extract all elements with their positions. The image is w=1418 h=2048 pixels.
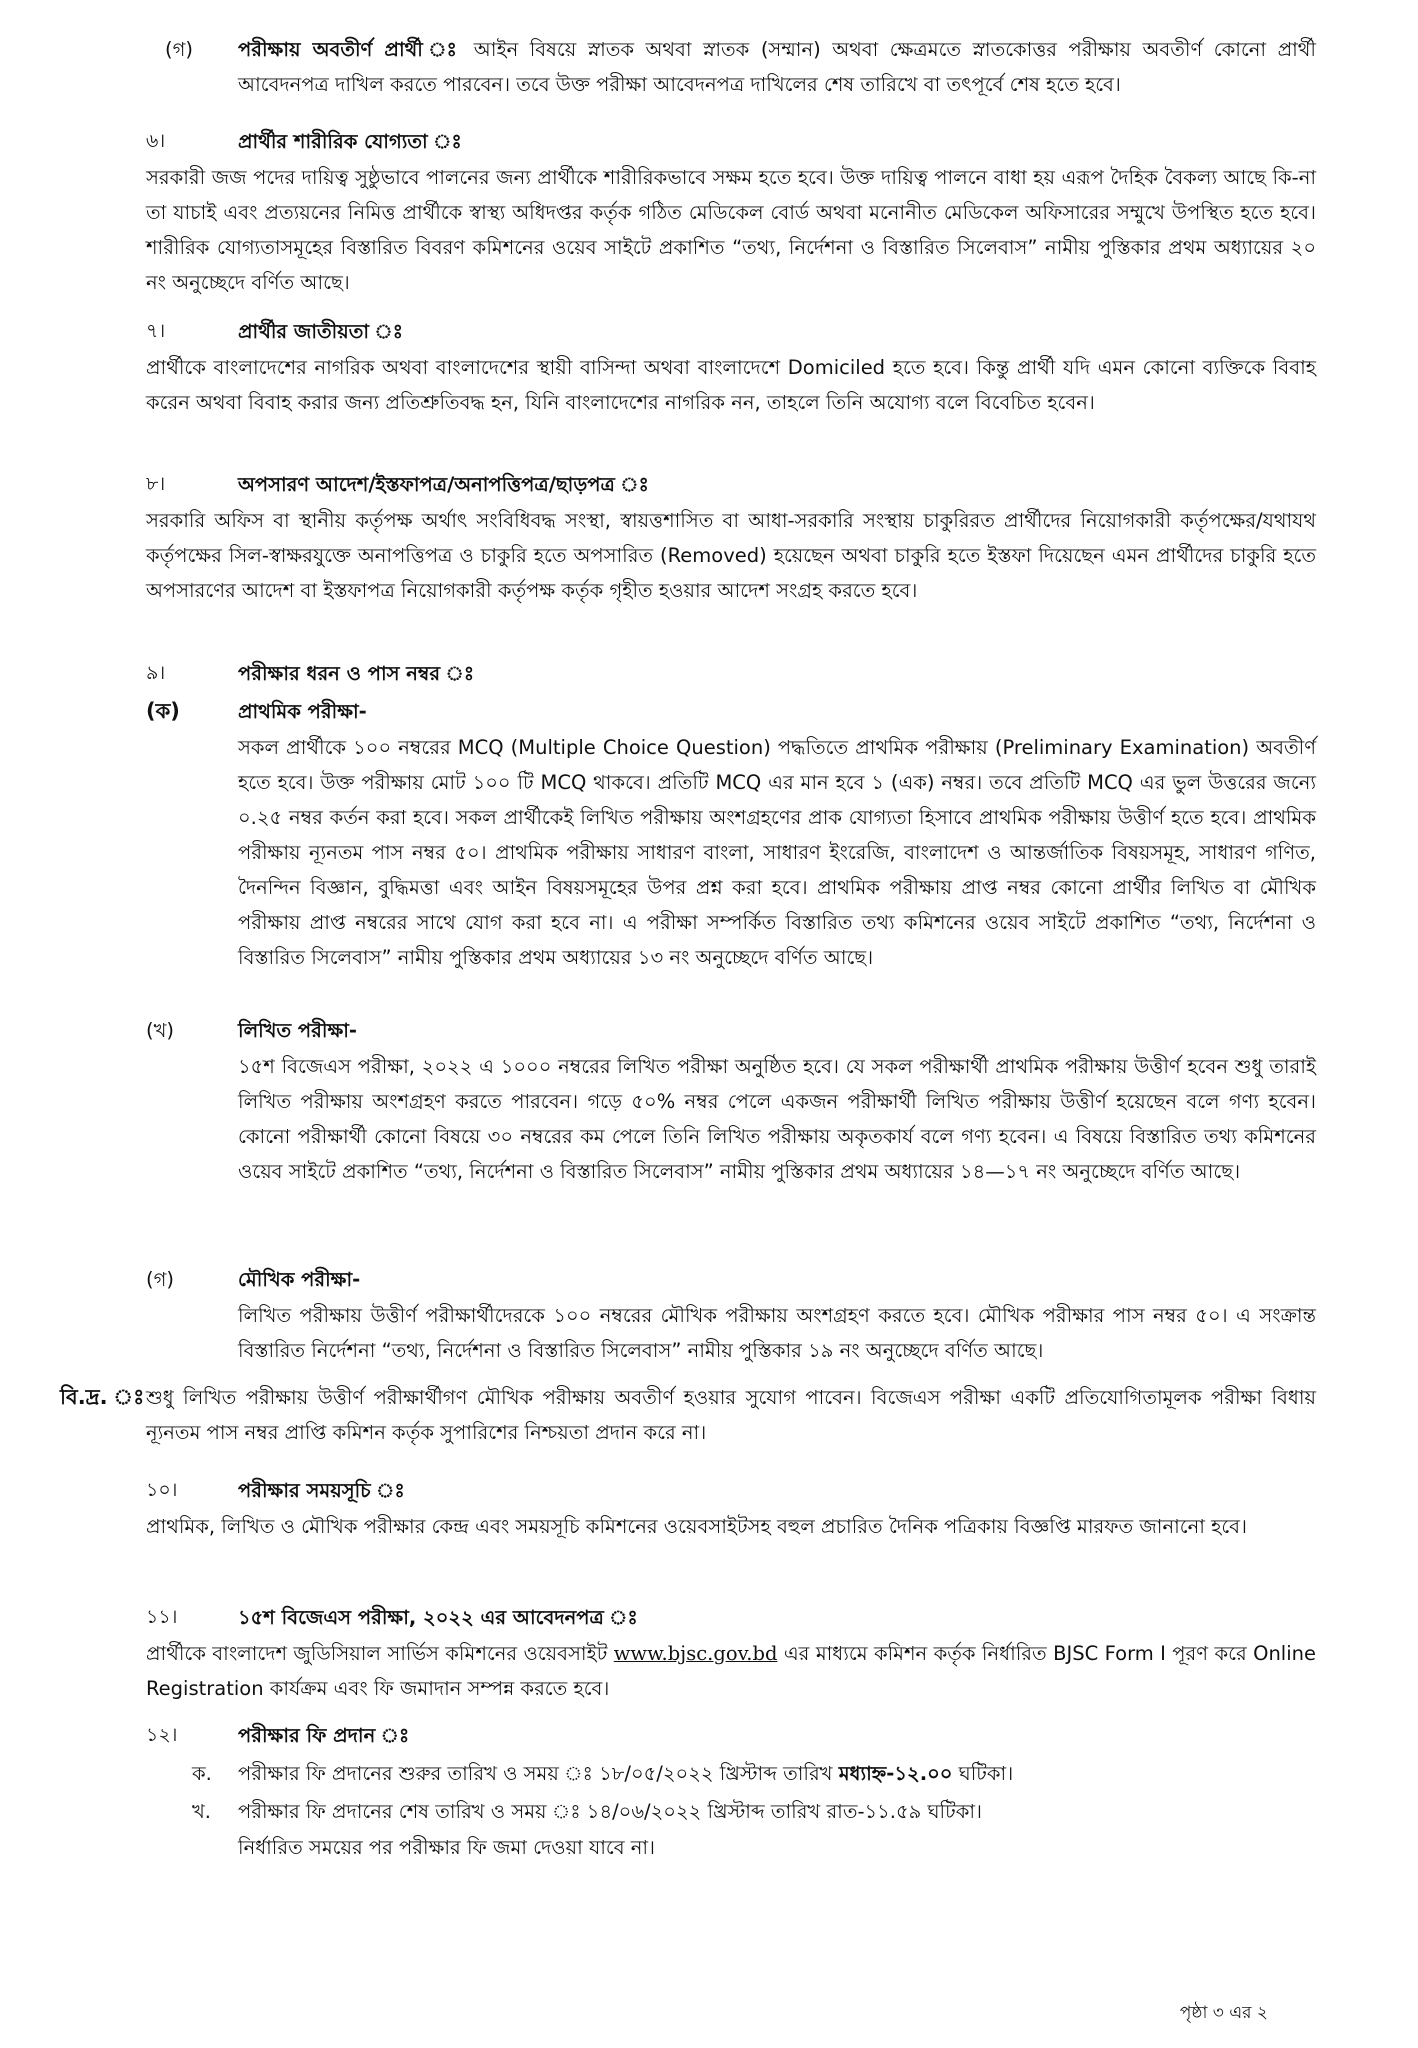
fee-item-1 (238, 1756, 1013, 1791)
section-6-heading: প্রার্থীর শারীরিক যোগ্যতা ঃ (238, 130, 462, 153)
section-10-heading: পরীক্ষার সময়সূচি ঃ (238, 1479, 405, 1502)
section-9b-text: ১৫শ বিজেএস পরীক্ষা, ২০২২ এ ১০০০ নম্বরের লিখিত পরীক্ষা অনুষ্ঠিত হবে। যে সকল পরীক্ষার্থী প্রাথমিক পরীক্ষায় উত্তীর্ণ হবেন শুধু তারাই লিখিত পরীক্ষায় অংশগ্রহণ করতে পারবেন। গড়ে ৫০% নম্বর পেলে একজন পরীক্ষার্থী লিখিত পরীক্ষায় উত্তীর্ণ হয়েছেন বলে গণ্য হবেন। কোনো পরীক্ষার্থী কোনো বিষয়ে ৩০ নম্বরের কম পেলে তিনি লিখিত পরীক্ষায় অকৃতকার্য বলে গণ্য হবেন। এ বিষয়ে বিস্তারিত তথ্য কমিশনের ওয়েব সাইটে প্রকাশিত “তথ্য, নির্দেশনা ও বিস্তারিত সিলেবাস” নামীয় পুস্তিকার প্রথম অধ্যায়ের ১৪—১৭ নং অনুচ্ছেদে বর্ণিত আছে। (238, 1055, 1316, 1183)
section-8-number: ৮। (146, 473, 166, 495)
fee-item-2-text: পরীক্ষার ফি প্রদানের শেষ তারিখ ও সময় ঃ ১৪/০৬/২০২২ খ্রিস্টাব্দ তারিখ রাত-১১.৫৯ ঘটিকা। (238, 1800, 983, 1823)
note-text: শুধু লিখিত পরীক্ষায় উত্তীর্ণ পরীক্ষার্থীগণ মৌখিক পরীক্ষায় অবতীর্ণ হওয়ার সুযোগ পাবেন। বিজেএস পরীক্ষা একটি প্রতিযোগিতামূলক পরীক্ষা বিধায় ন্যূনতম পাস নম্বর প্রাপ্তি কমিশন কর্তৃক সুপারিশের নিশ্চয়তা প্রদান করে না। (146, 1386, 1316, 1444)
section-7-number: ৭। (146, 320, 166, 342)
section-11-text (146, 1636, 1316, 1706)
section-12-number: ১২। (146, 1724, 178, 1746)
section-9a-text: সকল প্রার্থীকে ১০০ নম্বরের MCQ (Multiple Choice Question) পদ্ধতিতে প্রাথমিক পরীক্ষায় (Preliminary Examination) অবতীর্ণ হতে হবে। উক্ত পরীক্ষায় মোট ১০০ টি MCQ থাকবে। প্রতিটি MCQ এর মান হবে ১ (এক) নম্বর। তবে প্রতিটি MCQ এর ভুল উত্তরের জন্যে ০.২৫ নম্বর কর্তন করা হবে। সকল প্রার্থীকেই লিখিত পরীক্ষায় অংশগ্রহণের প্রাক যোগ্যতা হিসাবে প্রাথমিক পরীক্ষায় উত্তীর্ণ হতে হবে। প্রাথমিক পরীক্ষায় ন্যূনতম পাস নম্বর ৫০। প্রাথমিক পরীক্ষায় সাধারণ বাংলা, সাধারণ ইংরেজি, বাংলাদেশ ও আন্তর্জাতিক বিষয়সমূহ, সাধারণ গণিত, দৈনন্দিন বিজ্ঞান, বুদ্ধিমত্তা এবং আইন বিষয়সমূহের উপর প্রশ্ন করা হবে। প্রাথমিক পরীক্ষায় প্রাপ্ত নম্বর কোনো প্রার্থীর লিখিত বা মৌখিক পরীক্ষায় প্রাপ্ত নম্বরের সাথে যোগ করা হবে না। এ পরীক্ষা সম্পর্কিত বিস্তারিত তথ্য কমিশনের ওয়েব সাইটে প্রকাশিত “তথ্য, নির্দেশনা ও বিস্তারিত সিলেবাস” নামীয় পুস্তিকার প্রথম অধ্যায়ের ১৩ নং অনুচ্ছেদে বর্ণিত আছে। (238, 736, 1316, 969)
page-number: পৃষ্ঠা ৩ এর ২ (1179, 2003, 1268, 2023)
fee-item-1-text: পরীক্ষার ফি প্রদানের শুরুর তারিখ ও সময় ঃ ১৮/০৫/২০২২ খ্রিস্টাব্দ তারিখ (238, 1762, 839, 1785)
section-9b-title: লিখিত পরীক্ষা- (238, 1019, 358, 1042)
section-8-text: সরকারি অফিস বা স্থানীয় কর্তৃপক্ষ অর্থাৎ সংবিধিবদ্ধ সংস্থা, স্বায়ত্তশাসিত বা আধা-সরকারি সংস্থায় চাকুরিরত প্রার্থীদের নিয়োগকারী কর্তৃপক্ষের/যথাযথ কর্তৃপক্ষের সিল-স্বাক্ষরযুক্তে অনাপত্তিপত্র ও চাকুরি হতে অপসারিত (Removed) হয়েছেন অথবা চাকুরি হতে ইস্তফা দিয়েছেন এমন প্রার্থীদের চাকুরি হতে অপসারণের আদেশ বা ইস্তফাপত্র নিয়োগকারী কর্তৃপক্ষ কর্তৃক গৃহীত হওয়ার আদেশ সংগ্রহ করতে হবে। (146, 509, 1316, 602)
section-9-heading: পরীক্ষার ধরন ও পাস নম্বর ঃ (238, 662, 475, 685)
section-9-number: ৯। (146, 662, 166, 684)
section-9c-label: (গ) (146, 1268, 174, 1291)
intro-paragraph (238, 32, 1316, 102)
intro-text: আইন বিষয়ে স্নাতক অথবা স্নাতক (সম্মান) অথবা ক্ষেত্রমতে স্নাতকোত্তর পরীক্ষায় অবতীর্ণ কোনো প্রার্থী আবেদনপত্র দাখিল করতে পারবেন। তবে উক্ত পরীক্ষা আবেদনপত্র দাখিলের শেষ তারিখে বা তৎপূর্বে শেষ হতে হবে। (238, 38, 1316, 96)
bjsc-website-link[interactable]: www.bjsc.gov.bd (613, 1642, 778, 1665)
fee-deadline-note: নির্ধারিত সময়ের পর পরীক্ষার ফি জমা দেওয়া যাবে না। (238, 1836, 656, 1859)
intro-label: (গ) (165, 38, 193, 61)
fee-item-1-tail: ঘটিকা। (952, 1762, 1014, 1785)
fee-item-1-label: ক. (192, 1762, 212, 1785)
section-11-number: ১১। (146, 1606, 178, 1628)
section-9c-text: লিখিত পরীক্ষায় উত্তীর্ণ পরীক্ষার্থীদেরকে ১০০ নম্বরের মৌখিক পরীক্ষায় অংশগ্রহণ করতে হবে। মৌখিক পরীক্ষার পাস নম্বর ৫০। এ সংক্রান্ত বিস্তারিত নির্দেশনা “তথ্য, নির্দেশনা ও বিস্তারিত সিলেবাস” নামীয় পুস্তিকার ১৯ নং অনুচ্ছেদে বর্ণিত আছে। (238, 1304, 1316, 1362)
section-12-heading: পরীক্ষার ফি প্রদান ঃ (238, 1724, 410, 1747)
section-11-text-after: এর মাধ্যমে কমিশন কর্তৃক নির্ধারিত BJSC Form I পূরণ করে Online Registration কার্যক্রম এবং ফি জমাদান সম্পন্ন করতে হবে। (146, 1642, 1316, 1700)
section-7-heading: প্রার্থীর জাতীয়তা ঃ (238, 320, 404, 343)
section-8-heading: অপসারণ আদেশ/ইস্তফাপত্র/অনাপত্তিপত্র/ছাড়পত্র ঃ (238, 473, 649, 496)
section-9a-title: প্রাথমিক পরীক্ষা- (238, 700, 367, 723)
fee-item-2-label: খ. (192, 1800, 212, 1823)
note-label: বি.দ্র. ঃ (60, 1385, 145, 1409)
section-6-number: ৬। (146, 130, 166, 152)
section-9b-label: (খ) (146, 1019, 175, 1042)
intro-heading: পরীক্ষায় অবতীর্ণ প্রার্থী ঃ (238, 38, 463, 61)
section-6-text: সরকারী জজ পদের দায়িত্ব সুষ্ঠুভাবে পালনের জন্য প্রার্থীকে শারীরিকভাবে সক্ষম হতে হবে। উক্ত দায়িত্ব পালনে বাধা হয় এরূপ দৈহিক বৈকল্য আছে কি-না তা যাচাই এবং প্রত্যয়নের নিমিত্ত প্রার্থীকে স্বাস্থ্য অধিদপ্তর কর্তৃক গঠিত মেডিকেল বোর্ড অথবা মনোনীত মেডিকেল অফিসারের সম্মুখে উপস্থিত হতে হবে। শারীরিক যোগ্যতাসমূহের বিস্তারিত বিবরণ কমিশনের ওয়েব সাইটে প্রকাশিত “তথ্য, নির্দেশনা ও বিস্তারিত সিলেবাস” নামীয় পুস্তিকার প্রথম অধ্যায়ের ২০ নং অনুচ্ছেদে বর্ণিত আছে। (146, 166, 1316, 294)
fee-item-1-time: মধ্যাহ্ন-১২.০০ (838, 1762, 953, 1785)
section-7-text: প্রার্থীকে বাংলাদেশের নাগরিক অথবা বাংলাদেশের স্থায়ী বাসিন্দা অথবা বাংলাদেশে Domiciled হতে হবে। কিন্তু প্রার্থী যদি এমন কোনো ব্যক্তিকে বিবাহ করেন অথবা বিবাহ করার জন্য প্রতিশ্রুতিবদ্ধ হন, যিনি বাংলাদেশের নাগরিক নন, তাহলে তিনি অযোগ্য বলে বিবেচিত হবেন। (146, 356, 1316, 414)
section-10-number: ১০। (146, 1479, 178, 1501)
section-9c-title: মৌখিক পরীক্ষা- (238, 1268, 361, 1291)
section-10-text: প্রাথমিক, লিখিত ও মৌখিক পরীক্ষার কেন্দ্র এবং সময়সূচি কমিশনের ওয়েবসাইটসহ বহুল প্রচারিত দৈনিক পত্রিকায় বিজ্ঞপ্তি মারফত জানানো হবে। (146, 1515, 1247, 1538)
section-11-heading: ১৫শ বিজেএস পরীক্ষা, ২০২২ এর আবেদনপত্র ঃ (238, 1606, 638, 1629)
section-11-text-before: প্রার্থীকে বাংলাদেশ জুডিসিয়াল সার্ভিস কমিশনের ওয়েবসাইট (146, 1642, 614, 1665)
section-9a-label: (ক) (146, 699, 180, 723)
